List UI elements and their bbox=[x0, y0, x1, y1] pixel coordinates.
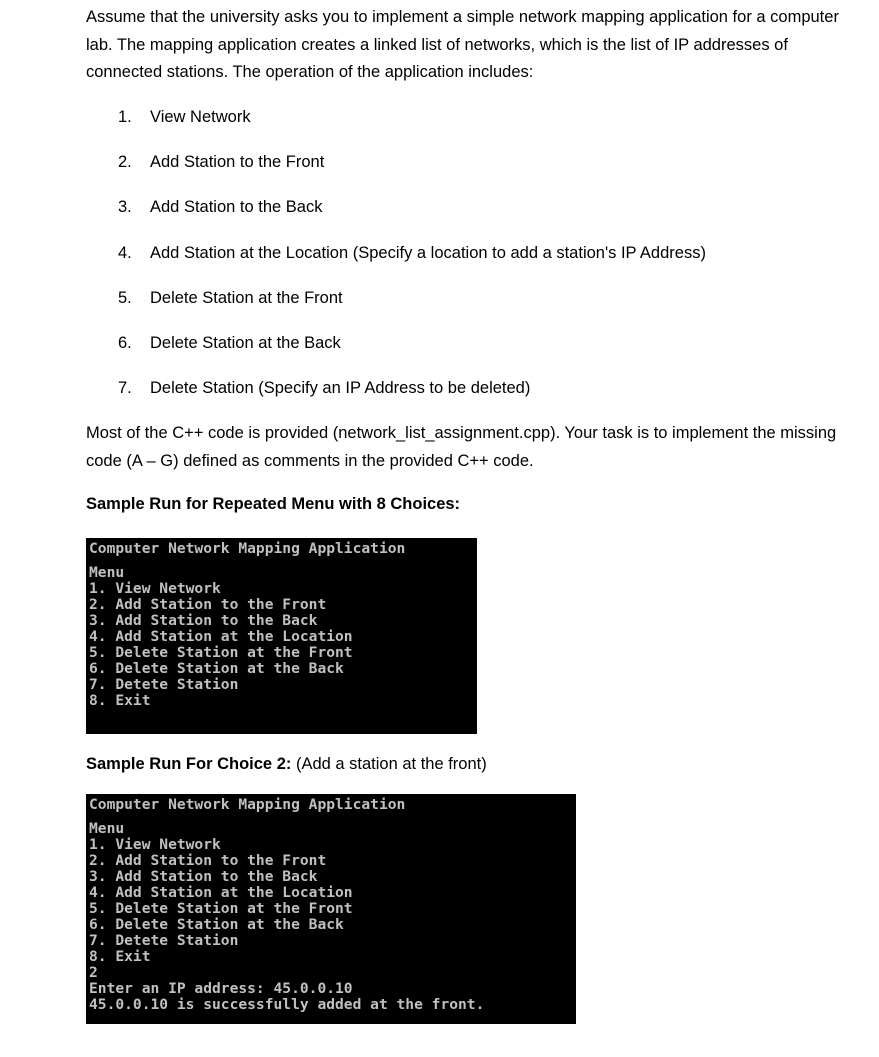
console-line: 2. Add Station to the Front bbox=[89, 852, 327, 869]
console-title: Computer Network Mapping Application bbox=[89, 796, 406, 813]
heading-bold-text: Sample Run For Choice 2: bbox=[86, 755, 292, 773]
console-line: 8. Exit bbox=[89, 692, 151, 709]
operation-number: 4. bbox=[118, 243, 132, 262]
console-line: 5. Delete Station at the Front bbox=[89, 900, 353, 917]
heading-text: Sample Run for Repeated Menu with 8 Choices: bbox=[86, 495, 461, 513]
console-line: 1. View Network bbox=[89, 836, 221, 853]
console-line: Enter an IP address: 45.0.0.10 bbox=[89, 980, 353, 997]
operation-item bbox=[118, 194, 706, 239]
console-line: 8. Exit bbox=[89, 948, 151, 965]
operation-item bbox=[118, 375, 706, 420]
operation-label: Delete Station (Specify an IP Address to be deleted) bbox=[150, 379, 531, 398]
console-line: 3. Add Station to the Back bbox=[89, 612, 318, 629]
console-line: 7. Detete Station bbox=[89, 676, 239, 693]
operation-label: Add Station at the Location (Specify a location to add a station's IP Address) bbox=[150, 243, 706, 262]
operation-label: Add Station to the Front bbox=[150, 153, 325, 172]
operation-item bbox=[118, 330, 706, 375]
sample-run-heading-menu bbox=[86, 493, 460, 515]
operation-item bbox=[118, 104, 706, 149]
operation-label: Add Station to the Back bbox=[150, 198, 323, 217]
console-screenshot-menu bbox=[86, 538, 477, 734]
operation-number: 2. bbox=[118, 153, 132, 172]
console-line: 4. Add Station at the Location bbox=[89, 628, 353, 645]
operation-label: Delete Station at the Front bbox=[150, 288, 343, 307]
task-paragraph: Most of the C++ code is provided (network_list_assignment.cpp). Your task is to implement the missing code (A – G) defined as comments in the provided C++ code. bbox=[86, 424, 837, 470]
operation-item bbox=[118, 240, 706, 285]
intro-paragraph: Assume that the university asks you to implement a simple network mapping application for a computer lab. The mapping application creates a linked list of networks, which is the list of IP addresses of connected stations. The operation of the application includes: bbox=[86, 8, 839, 81]
operation-number: 5. bbox=[118, 288, 132, 307]
console-line: Menu bbox=[89, 820, 125, 837]
console-line: 2. Add Station to the Front bbox=[89, 596, 327, 613]
console-line: 5. Delete Station at the Front bbox=[89, 644, 353, 661]
operation-number: 3. bbox=[118, 198, 132, 217]
console-line: 6. Delete Station at the Back bbox=[89, 916, 344, 933]
console-line: 1. View Network bbox=[89, 580, 221, 597]
console-line: 7. Detete Station bbox=[89, 932, 239, 949]
console-line: 4. Add Station at the Location bbox=[89, 884, 353, 901]
operation-label: Delete Station at the Back bbox=[150, 333, 341, 352]
sample-run-heading-choice-2 bbox=[86, 753, 487, 775]
operation-number: 6. bbox=[118, 333, 132, 352]
console-line: 3. Add Station to the Back bbox=[89, 868, 318, 885]
heading-rest-text: (Add a station at the front) bbox=[291, 755, 487, 773]
console-line: 45.0.0.10 is successfully added at the front. bbox=[89, 996, 485, 1013]
console-title: Computer Network Mapping Application bbox=[89, 540, 406, 557]
operation-number: 1. bbox=[118, 108, 132, 126]
console-line: 6. Delete Station at the Back bbox=[89, 660, 344, 677]
operation-number: 7. bbox=[118, 379, 132, 398]
operation-item bbox=[118, 149, 706, 194]
operation-item bbox=[118, 285, 706, 330]
operation-label: View Network bbox=[150, 108, 251, 126]
console-line: 2 bbox=[89, 964, 98, 981]
console-screenshot-choice-2 bbox=[86, 794, 576, 1024]
operations-list bbox=[118, 104, 706, 420]
console-line: Menu bbox=[89, 564, 125, 581]
